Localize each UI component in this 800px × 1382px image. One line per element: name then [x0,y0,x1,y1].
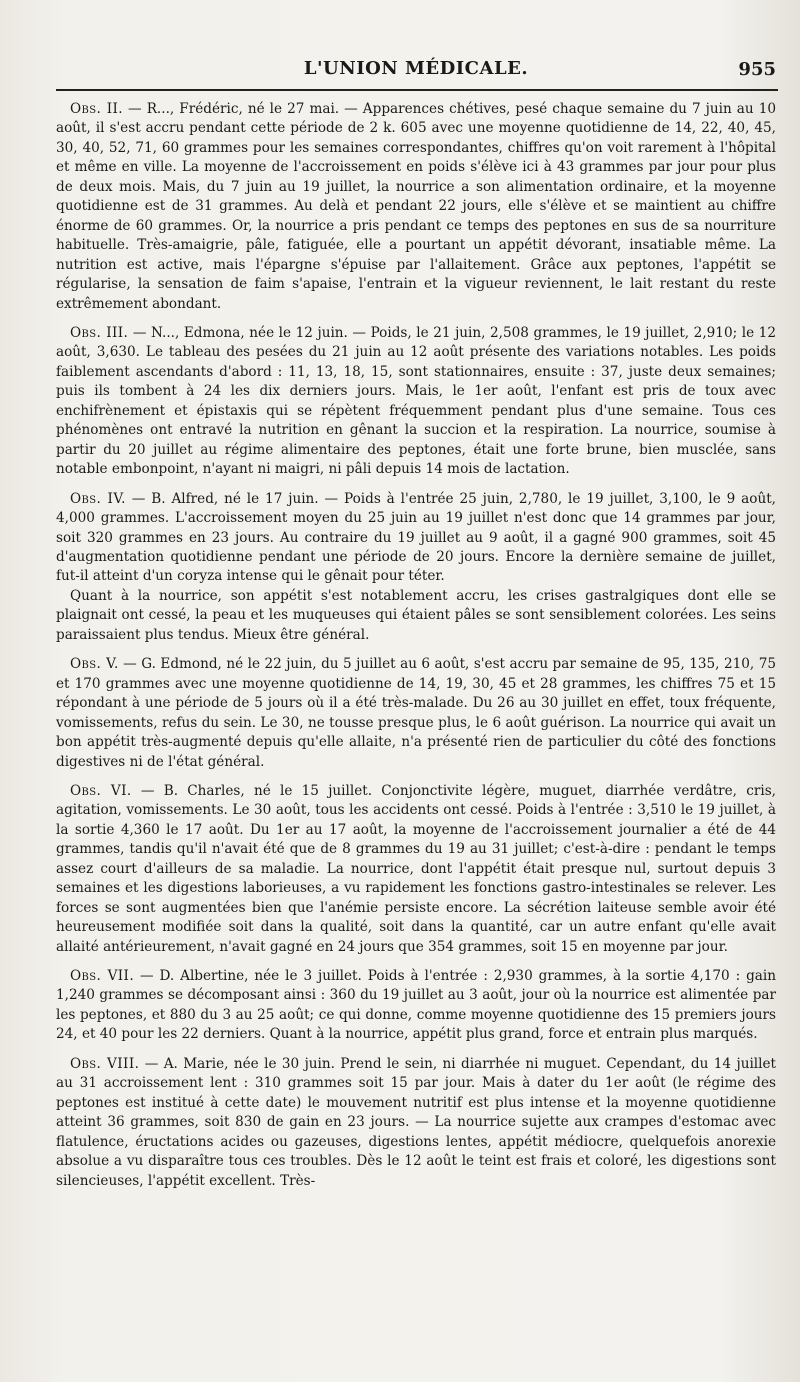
observation-label: Obs. VIII. [70,1055,140,1072]
paragraph-text: — D. Albertine, née le 3 juillet. Poids à l'entrée : 2,930 grammes, à la sortie 4,170 : gain 1,240 grammes se décomposant ainsi : 360 du 19 juillet au 3 août, jour où la nourrice est alimentée par les peptones, et 880 du 3 au 25 août; ce qui donne, comme moyenne quotidienne des 15 premiers jours 24, et 40 pour les 22 derniers. Quant à la nourrice, appétit plus grand, force et entrain plus marqués. [56,968,777,1043]
paragraph-text: — B. Alfred, né le 17 juin. — Poids à l'entrée 25 juin, 2,780, le 19 juillet, 3,100, le 9 août, 4,000 grammes. L'accroissement moyen du 25 juin au 19 juillet n'est donc que 14 grammes par jour, soit 320 grammes en 23 jours. Au contraire du 19 juillet au 9 août, il a gagné 900 grammes, soit 45 d'augmentation quotidienne pendant une période de 20 jours. Encore la dernière semaine de juillet, fut-il atteint d'un coryza intense qui le gênait pour téter. [56,490,776,585]
observation-label: Obs. V. [70,656,119,673]
observation-viii [56,1055,776,1191]
paragraph-text: — B. Charles, né le 15 juillet. Conjonctivite légère, muguet, diarrhée verdâtre, cris, agitation, vomissements. Le 30 août, tous les accidents ont cessé. Poids à l'entrée : 3,510 le 19 juillet, à la sortie 4,360 le 17 août. Du 1er au 17 août, la moyenne de l'accroissement journalier a été de 44 grammes, tandis qu'il n'avait été que de 8 grammes du 19 au 31 juillet; c'est-à-dire : pendant le temps assez court d'ailleurs de sa maladie. La nourrice, dont l'appétit était presque nul, surtout depuis 3 semaines et les digestions laborieuses, a vu rapidement les fonctions gastro-intestinales se relever. Les forces se sont augmentées bien que l'anémie persiste encore. La sécrétion laiteuse semble avoir été heureusement modifiée soit dans la qualité, soit dans la quantité, car un autre enfant qu'elle avait allaité antérieurement, n'avait gagné en 24 jours que 354 grammes, soit 15 en moyenne par jour. [56,782,776,955]
paragraph [56,655,776,772]
paragraph-text: — N..., Edmona, née le 12 juin. — Poids, le 21 juin, 2,508 grammes, le 19 juillet, 2,910; le 12 août, 3,630. Le tableau des pesées du 21 juin au 12 août présente des variations notables. Les poids faiblement ascendants d'abord : 11, 13, 18, 15, sont stationnaires, ensuite : 37, juste deux semaines; puis ils tombent à 24 les dix derniers jours. Mais, le 1er août, l'enfant est pris de toux avec enchifrènement et épistaxis qui se répètent fréquemment pendant plus d'une semaine. Tous ces phénomènes ont entravé la nutrition en gênant la succion et la respiration. La nourrice, soumise à partir du 20 juillet au régime alimentaire des peptones, était une forte brune, bien musclée, sans notable embonpoint, n'ayant ni maigri, ni pâli depuis 14 mois de lactation. [56,324,776,478]
paragraph [56,967,776,1045]
paragraph [56,100,776,314]
observation-vii [56,967,776,1045]
observation-label: Obs. II. [70,101,123,117]
observation-iii [56,324,776,480]
paragraph-gap [56,314,776,324]
observation-label: Obs. III. [70,324,129,341]
paragraph [56,782,776,957]
paragraph-gap [56,1045,776,1055]
body-text [56,100,776,1191]
observation-iv [56,490,776,646]
paragraph: Quant à la nourrice, son appétit s'est notablement accru, les crises gastralgiques dont elle se plaignait ont cessé, la peau et les muqueuses qui étaient pâles se sont sensiblement colorées. Les seins paraissaient plus tendus. Mieux être général. [56,587,776,643]
observation-v [56,655,776,772]
paragraph-text: — G. Edmond, né le 22 juin, du 5 juillet au 6 août, s'est accru par semaine de 95, 135, 210, 75 et 170 grammes avec une moyenne quotidienne de 14, 19, 30, 45 et 28 grammes, les chiffres 75 et 15 répondant à une période de 5 jours où il a été très-malade. Du 26 au 30 juillet en effet, toux fréquente, vomissements, refus du sein. Le 30, ne tousse presque plus, le 6 août guérison. La nourrice qui avait un bon appétit très-augmenté depuis qu'elle allaite, n'a présenté rien de particulier du côté des fonctions digestives ni de l'état général. [56,656,776,770]
paragraph [56,1055,776,1191]
observation-label: Obs. VII. [70,968,135,985]
paragraph [56,324,776,480]
paragraph-text: — R..., Frédéric, né le 27 mai. — Apparences chétives, pesé chaque semaine du 7 juin au 10 août, il s'est accru pendant cette période de 2 k. 605 avec une moyenne quotidienne de 14, 22, 40, 45, 30, 40, 52, 71, 60 grammes pour les semaines correspondantes, chiffres qu'on voit rarement à l'hôpital et même en ville. La moyenne de l'accroissement en poids s'élève ici à 43 grammes par jour pour plus de deux mois. Mais, du 7 juin au 19 juillet, la nourrice a son alimentation ordinaire, et la moyenne quotidienne est de 31 grammes. Au delà et pendant 22 jours, elle s'élève et se maintient au chiffre énorme de 60 grammes. Or, la nourrice a pris pendant ce temps des peptones en sus de sa nourriture habituelle. Très-amaigrie, pâle, fatiguée, elle a pourtant un appétit dévorant, insatiable même. La nutrition est active, mais l'épargne s'épuise par l'allaitement. Grâce aux peptones, l'appétit se régularise, la sensation de faim s'apaise, l'entrain et la vigueur reviennent, le lait restant du reste extrêmement abondant. [56,101,777,312]
observation-label: Obs. IV. [70,490,126,507]
observation-label: Obs. VI. [70,782,132,799]
paragraph-gap [56,957,776,967]
paragraph [56,490,776,587]
page-header [56,58,776,88]
observation-vi [56,782,776,957]
paragraph-gap [56,772,776,782]
paragraph-text: — A. Marie, née le 30 juin. Prend le sein, ni diarrhée ni muguet. Cependant, du 14 juillet au 31 accroissement lent : 310 grammes soit 15 par jour. Mais à dater du 1er août (le régime des peptones est institué à cette date) le mouvement nutritif est plus intense et la moyenne quotidienne atteint 36 grammes, soit 830 de gain en 23 jours. — La nourrice sujette aux crampes d'estomac avec flatulence, éructations acides ou gazeuses, digestions lentes, appétit médiocre, quelquefois anorexie absolue a vu disparaître tous ces troubles. Dès le 12 août le teint est frais et coloré, les digestions sont silencieuses, l'appétit excellent. Très- [56,1055,776,1189]
running-title: L'UNION MÉDICALE. [303,58,529,79]
page-number: 955 [738,59,776,80]
paragraph-gap [56,480,776,490]
observation-ii [56,100,776,314]
paragraph-gap [56,645,776,655]
header-rule [56,89,778,91]
